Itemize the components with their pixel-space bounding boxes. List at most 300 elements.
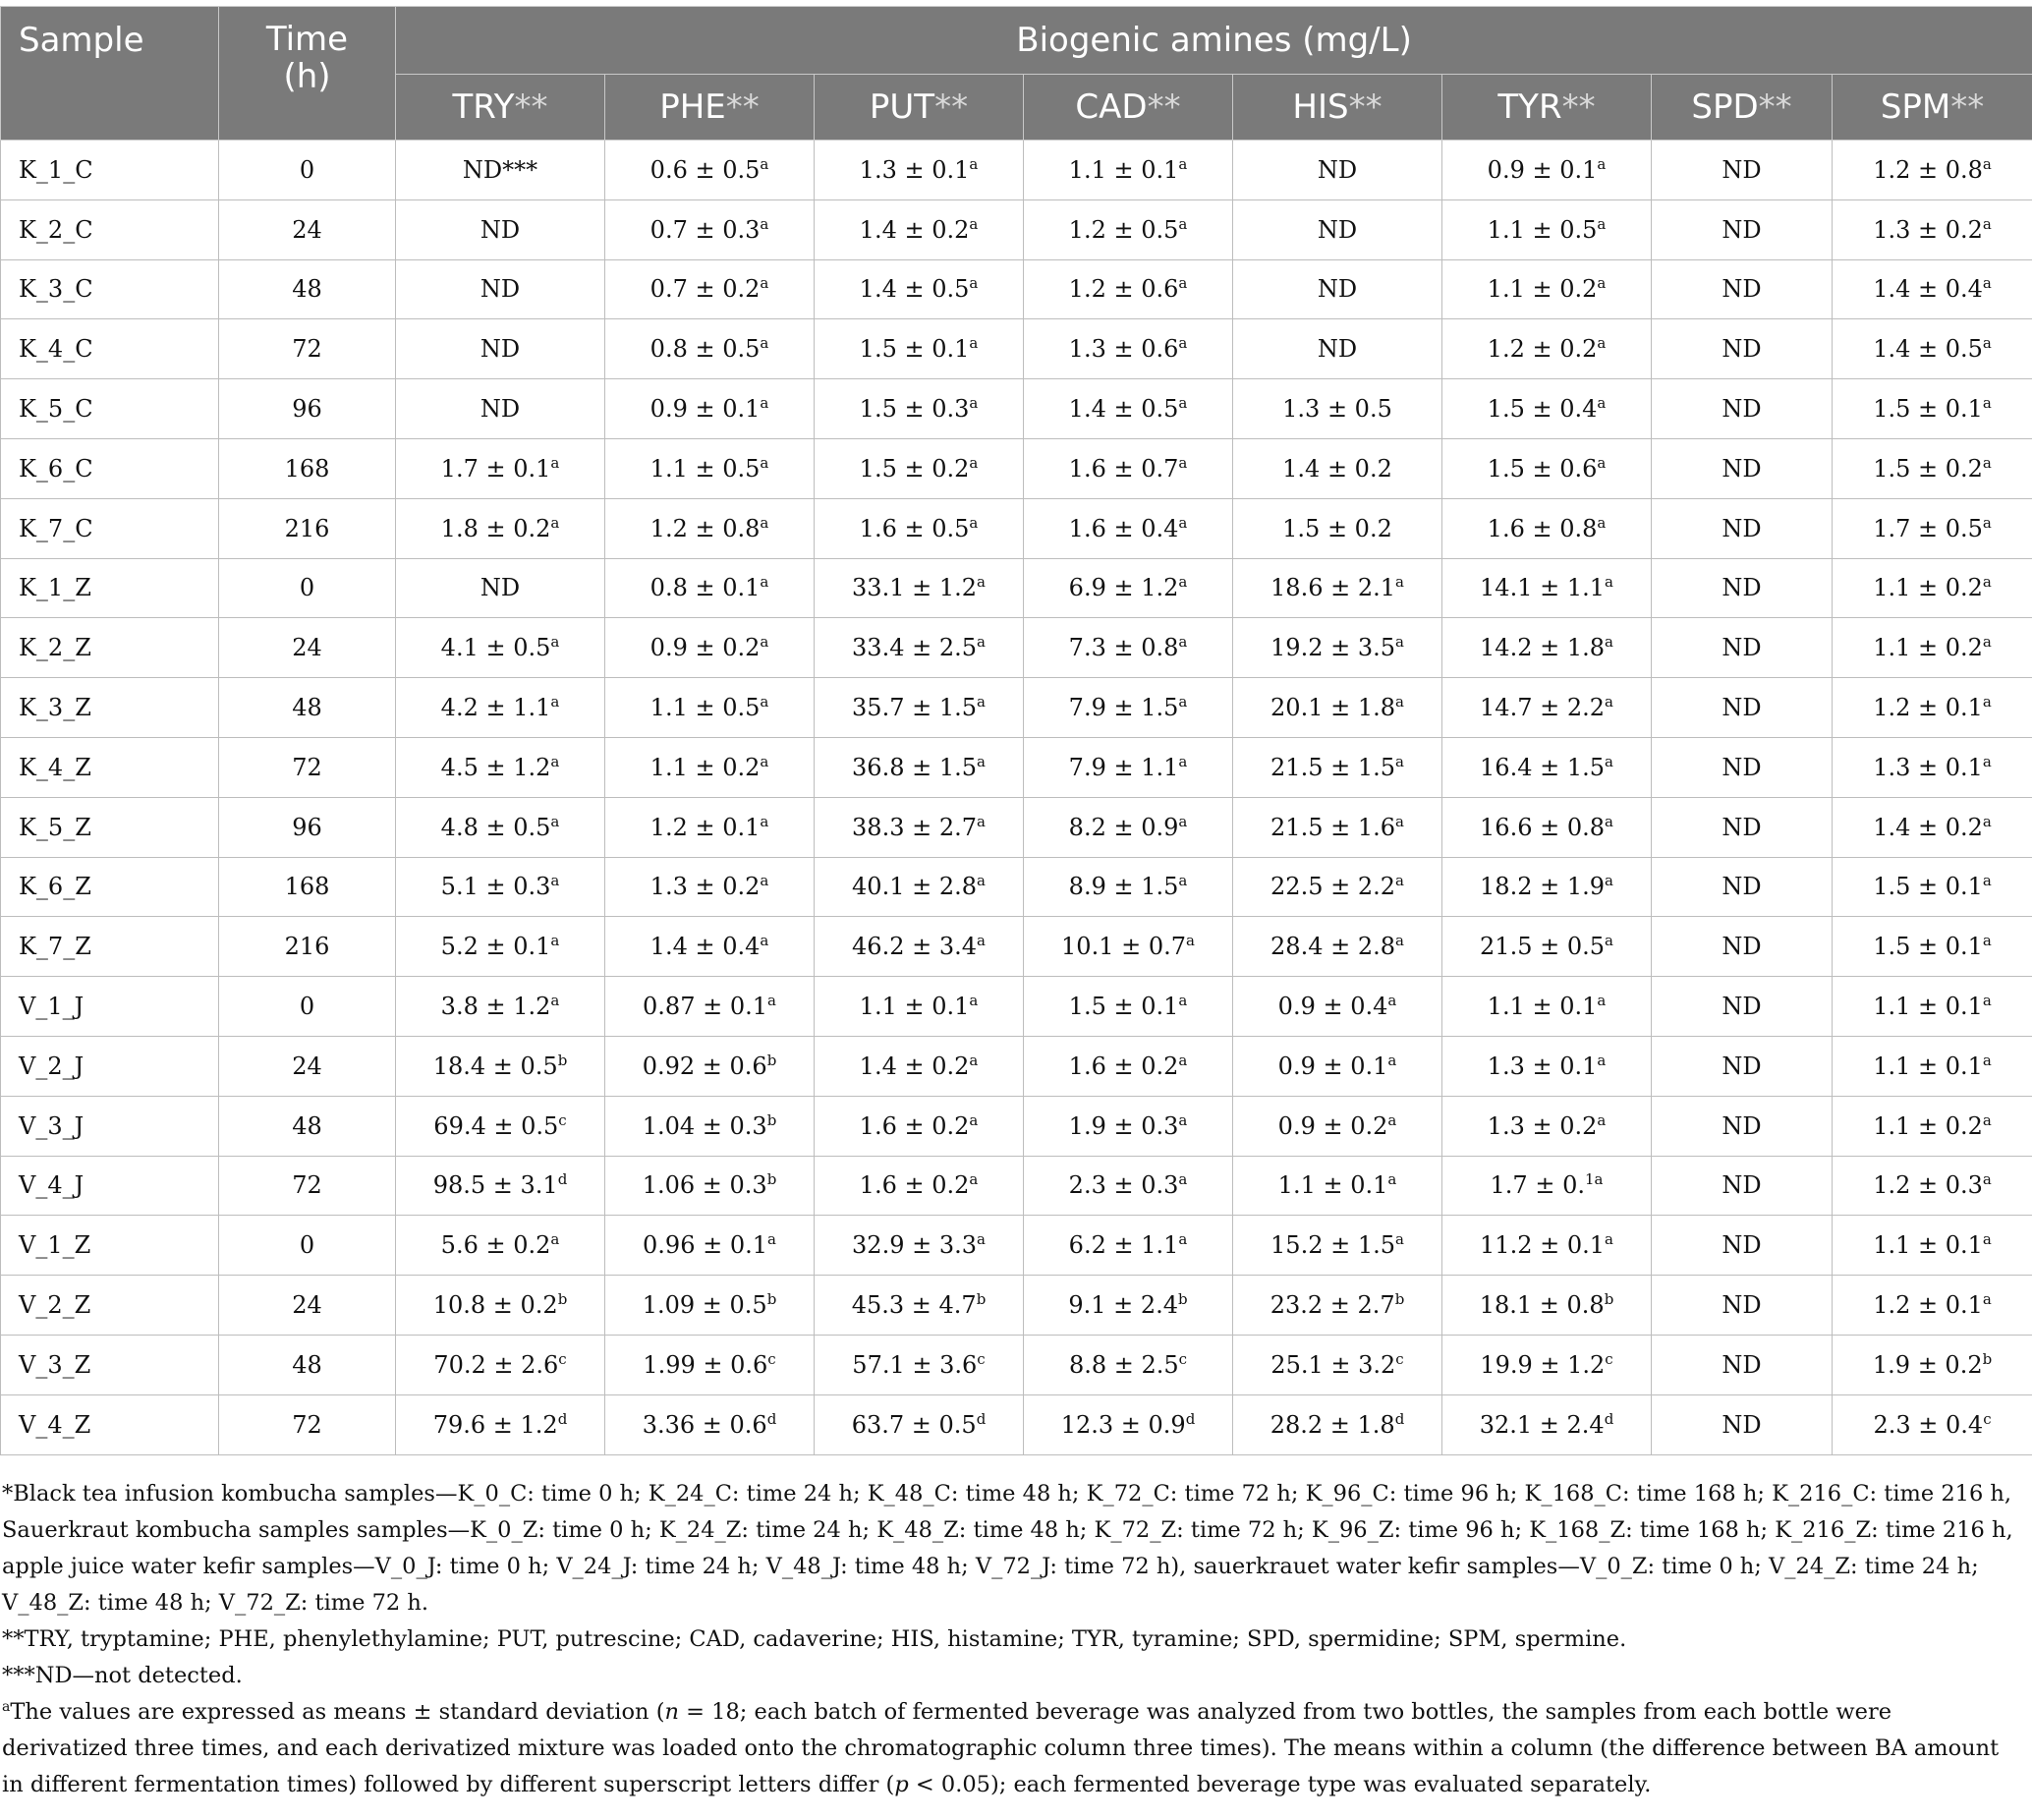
- time-cell: 168: [219, 857, 396, 917]
- sample-cell: K_2_C: [1, 199, 219, 259]
- value-text: 63.7 ± 0.5: [851, 1410, 977, 1439]
- significance-letter: a: [1982, 1170, 1992, 1189]
- value-cell: [815, 319, 1024, 379]
- table-row: [1, 857, 2032, 917]
- value-text: ND: [1722, 1171, 1762, 1200]
- value-cell: [1024, 1276, 1233, 1336]
- value-cell: [396, 1335, 605, 1394]
- value-cell: [815, 1394, 1024, 1454]
- sample-cell: V_3_J: [1, 1096, 219, 1156]
- sample-cell: V_1_J: [1, 977, 219, 1037]
- value-cell: [1233, 1156, 1442, 1216]
- value-cell: [1833, 498, 2032, 558]
- value-text: 79.6 ± 1.2: [432, 1410, 558, 1439]
- value-cell: [1833, 917, 2032, 977]
- value-cell: [396, 319, 605, 379]
- significance-letter: a: [1605, 812, 1613, 830]
- value-text: 28.4 ± 2.8: [1270, 933, 1396, 961]
- value-text: 1.8 ± 0.2: [440, 514, 551, 542]
- value-text: ND: [1722, 275, 1762, 304]
- significance-letter: c: [1605, 1349, 1613, 1368]
- value-text: 0.9 ± 0.1: [1487, 155, 1598, 184]
- value-cell: [1024, 438, 1233, 498]
- value-cell: [1833, 1276, 2032, 1336]
- significance-letter: a: [1982, 154, 1992, 173]
- significance-letter: a: [969, 513, 979, 532]
- value-cell: [1442, 1394, 1652, 1454]
- value-cell: [1833, 438, 2032, 498]
- time-cell: 48: [219, 1335, 396, 1394]
- value-cell: [1442, 1216, 1652, 1276]
- value-cell: [396, 917, 605, 977]
- significance-letter: a: [1178, 334, 1188, 353]
- significance-letter: a: [1597, 214, 1607, 233]
- value-cell: [1442, 199, 1652, 259]
- value-text: 1.5 ± 0.2: [1873, 454, 1983, 483]
- footnotes: [2, 1476, 2016, 1803]
- significance-letter: b: [1604, 1290, 1614, 1309]
- value-cell: [815, 259, 1024, 319]
- value-cell: [1442, 498, 1652, 558]
- value-text: 1.1 ± 0.1: [859, 993, 970, 1021]
- significance-letter: a: [760, 513, 769, 532]
- value-text: 1.3 ± 0.2: [1487, 1111, 1598, 1140]
- value-text: 0.7 ± 0.3: [649, 215, 761, 244]
- time-cell: 24: [219, 1036, 396, 1096]
- significance-letter: a: [1178, 394, 1188, 413]
- value-text: 1.6 ± 0.2: [859, 1171, 970, 1200]
- value-cell: [396, 438, 605, 498]
- value-text: ND: [1722, 1291, 1762, 1320]
- value-text: 1.5 ± 0.6: [1487, 454, 1598, 483]
- value-cell: [815, 977, 1024, 1037]
- value-cell: [605, 1156, 815, 1216]
- value-text: 1.2 ± 0.3: [1873, 1171, 1983, 1200]
- significance-letter: d: [1185, 1409, 1196, 1428]
- value-cell: [1024, 1394, 1233, 1454]
- time-cell: 0: [219, 977, 396, 1037]
- header-amine-6: [1652, 75, 1833, 141]
- significance-letter: a: [977, 752, 986, 770]
- value-text: 19.2 ± 3.5: [1270, 634, 1396, 662]
- header-amine-name: TRY: [452, 87, 515, 127]
- value-cell: [1833, 797, 2032, 857]
- significance-letter: a: [1982, 812, 1992, 830]
- significance-letter: a: [760, 812, 769, 830]
- value-cell: [1833, 379, 2032, 439]
- significance-letter: a: [1597, 513, 1607, 532]
- value-cell: [1233, 498, 1442, 558]
- sample-cell: K_1_Z: [1, 558, 219, 618]
- value-cell: [396, 1156, 605, 1216]
- value-text: 1.6 ± 0.2: [859, 1111, 970, 1140]
- significance-letter: a: [1982, 872, 1992, 890]
- footnote-nd: ***ND—not detected.: [2, 1663, 243, 1688]
- value-text: 15.2 ± 1.5: [1270, 1231, 1396, 1260]
- header-amine-3: [1024, 75, 1233, 141]
- value-cell: [605, 1276, 815, 1336]
- value-cell: [1024, 797, 1233, 857]
- significance-letter: a: [1178, 453, 1188, 472]
- significance-letter: a: [767, 992, 776, 1010]
- value-text: 14.7 ± 2.2: [1480, 694, 1606, 722]
- table-row: [1, 438, 2032, 498]
- header-amine-name: SPD: [1691, 87, 1759, 127]
- value-text: 21.5 ± 0.5: [1480, 933, 1606, 961]
- value-text: 4.5 ± 1.2: [440, 753, 551, 781]
- sample-cell: K_4_Z: [1, 737, 219, 797]
- table-row: [1, 259, 2032, 319]
- value-text: 11.2 ± 0.1: [1480, 1231, 1606, 1260]
- footnote-p-symbol: p: [894, 1772, 909, 1797]
- value-text: 6.9 ± 1.2: [1068, 574, 1179, 602]
- header-amine-mark: **: [1758, 87, 1792, 127]
- value-cell: [1652, 1156, 1833, 1216]
- value-text: 22.5 ± 2.2: [1270, 873, 1396, 901]
- value-text: ND***: [462, 155, 538, 184]
- biogenic-amines-table: [0, 6, 2032, 1455]
- value-text: ND: [480, 215, 521, 244]
- value-cell: [1652, 977, 1833, 1037]
- value-text: ND: [480, 335, 521, 364]
- header-amine-5: [1442, 75, 1652, 141]
- value-cell: [396, 737, 605, 797]
- significance-letter: a: [1387, 992, 1397, 1010]
- sample-cell: K_5_C: [1, 379, 219, 439]
- significance-letter: a: [1982, 992, 1992, 1010]
- value-cell: [605, 319, 815, 379]
- significance-letter: a: [760, 633, 769, 652]
- significance-letter: a: [550, 453, 560, 472]
- value-cell: [605, 259, 815, 319]
- value-text: 16.6 ± 0.8: [1480, 813, 1606, 841]
- value-text: 1.6 ± 0.4: [1068, 514, 1179, 542]
- value-text: 18.4 ± 0.5: [432, 1052, 558, 1080]
- value-cell: [1652, 259, 1833, 319]
- value-cell: [605, 678, 815, 738]
- value-cell: [1233, 618, 1442, 678]
- value-text: 1.4 ± 0.2: [859, 215, 970, 244]
- significance-letter: a: [969, 394, 979, 413]
- significance-letter: a: [760, 693, 769, 711]
- time-cell: 96: [219, 379, 396, 439]
- value-text: 7.9 ± 1.1: [1068, 753, 1179, 781]
- value-text: ND: [1722, 215, 1762, 244]
- value-text: 1.3 ± 0.1: [859, 155, 970, 184]
- sample-cell: K_6_Z: [1, 857, 219, 917]
- header-time-label: Time: [265, 20, 349, 59]
- value-cell: [1024, 618, 1233, 678]
- significance-letter: a: [1178, 154, 1188, 173]
- value-cell: [1442, 1036, 1652, 1096]
- value-text: 0.9 ± 0.1: [649, 395, 761, 424]
- value-text: ND: [1317, 275, 1358, 304]
- value-cell: [1233, 438, 1442, 498]
- header-amine-name: PHE: [659, 87, 726, 127]
- value-cell: [605, 199, 815, 259]
- value-text: 0.9 ± 0.1: [1277, 1052, 1388, 1080]
- value-cell: [396, 558, 605, 618]
- value-text: ND: [480, 275, 521, 304]
- significance-letter: a: [760, 453, 769, 472]
- value-cell: [396, 1036, 605, 1096]
- value-text: 1.1 ± 0.1: [1068, 155, 1179, 184]
- value-cell: [396, 259, 605, 319]
- significance-letter: d: [976, 1409, 987, 1428]
- value-cell: [815, 379, 1024, 439]
- significance-letter: a: [1597, 1110, 1607, 1129]
- significance-letter: a: [977, 1230, 986, 1249]
- significance-letter: a: [1178, 992, 1188, 1010]
- sample-cell: V_4_Z: [1, 1394, 219, 1454]
- value-text: 45.3 ± 4.7: [851, 1291, 977, 1320]
- value-cell: [1833, 1335, 2032, 1394]
- significance-letter: a: [760, 274, 769, 293]
- value-cell: [1024, 259, 1233, 319]
- value-text: ND: [1722, 1111, 1762, 1140]
- value-text: 46.2 ± 3.4: [852, 933, 978, 961]
- value-text: 1.3 ± 0.1: [1873, 753, 1983, 781]
- significance-letter: b: [766, 1051, 777, 1069]
- value-cell: [1652, 737, 1833, 797]
- value-text: ND: [1722, 1410, 1762, 1439]
- value-cell: [396, 1096, 605, 1156]
- value-text: 0.87 ± 0.1: [643, 993, 768, 1021]
- sample-cell: V_2_J: [1, 1036, 219, 1096]
- significance-letter: a: [1982, 752, 1992, 770]
- header-sample: Sample: [1, 7, 219, 141]
- footnote-stat-text-3: < 0.05); each fermented beverage type was evaluated separately.: [908, 1772, 1652, 1797]
- value-text: 10.1 ± 0.7: [1061, 933, 1187, 961]
- value-cell: [1233, 1276, 1442, 1336]
- value-cell: [1442, 1096, 1652, 1156]
- value-cell: [1652, 678, 1833, 738]
- value-cell: [1233, 199, 1442, 259]
- value-cell: [1233, 1036, 1442, 1096]
- value-text: ND: [480, 395, 521, 424]
- significance-letter: a: [969, 1051, 979, 1069]
- value-cell: [396, 678, 605, 738]
- value-cell: [1233, 737, 1442, 797]
- value-text: 35.7 ± 1.5: [852, 694, 978, 722]
- significance-letter: a: [1605, 932, 1613, 950]
- value-text: ND: [1722, 335, 1762, 364]
- value-cell: [1442, 977, 1652, 1037]
- value-cell: [815, 618, 1024, 678]
- value-text: 1.2 ± 0.5: [1068, 215, 1179, 244]
- value-cell: [1652, 141, 1833, 200]
- header-amine-name: SPM: [1880, 87, 1951, 127]
- significance-letter: b: [976, 1290, 987, 1309]
- value-text: 18.1 ± 0.8: [1479, 1291, 1605, 1320]
- value-text: ND: [1722, 634, 1762, 662]
- header-amine-7: [1833, 75, 2032, 141]
- value-text: 40.1 ± 2.8: [852, 873, 978, 901]
- significance-letter: a: [550, 513, 560, 532]
- value-text: 21.5 ± 1.6: [1270, 813, 1396, 841]
- header-amine-mark: **: [1950, 87, 1985, 127]
- significance-letter: a: [1597, 1051, 1607, 1069]
- significance-letter: a: [760, 214, 769, 233]
- value-cell: [605, 1096, 815, 1156]
- value-text: 1.7 ± 0.1: [440, 454, 551, 483]
- value-text: 12.3 ± 0.9: [1060, 1410, 1186, 1439]
- value-cell: [605, 379, 815, 439]
- value-text: 18.6 ± 2.1: [1270, 574, 1396, 602]
- value-text: 1.1 ± 0.2: [649, 753, 761, 781]
- sample-cell: V_2_Z: [1, 1276, 219, 1336]
- significance-letter: a: [1395, 812, 1404, 830]
- value-text: 1.04 ± 0.3: [642, 1111, 767, 1140]
- value-text: 23.2 ± 2.7: [1270, 1291, 1395, 1320]
- significance-letter: c: [558, 1349, 567, 1368]
- value-cell: [1652, 319, 1833, 379]
- value-text: 57.1 ± 3.6: [852, 1350, 978, 1379]
- value-text: 33.1 ± 1.2: [852, 574, 978, 602]
- significance-letter: a: [760, 334, 769, 353]
- value-text: 1.3 ± 0.6: [1068, 335, 1179, 364]
- value-text: 1.99 ± 0.6: [643, 1350, 768, 1379]
- value-cell: [1442, 737, 1652, 797]
- value-text: ND: [1722, 454, 1762, 483]
- significance-letter: a: [1605, 872, 1613, 890]
- value-text: 1.7 ± 0.: [1490, 1171, 1585, 1200]
- value-text: 18.2 ± 1.9: [1480, 873, 1606, 901]
- significance-letter: b: [1982, 1349, 1993, 1368]
- value-cell: [1024, 199, 1233, 259]
- significance-letter: c: [1983, 1409, 1992, 1428]
- significance-letter: a: [1597, 394, 1607, 413]
- table-row: [1, 498, 2032, 558]
- value-text: 0.8 ± 0.1: [649, 574, 761, 602]
- value-cell: [1652, 1394, 1833, 1454]
- significance-letter: a: [1982, 513, 1992, 532]
- value-cell: [1442, 141, 1652, 200]
- value-text: 0.6 ± 0.5: [649, 155, 761, 184]
- value-text: ND: [1722, 813, 1762, 841]
- value-cell: [1024, 498, 1233, 558]
- value-text: 1.4 ± 0.2: [1282, 454, 1392, 483]
- value-text: 1.1 ± 0.1: [1487, 993, 1598, 1021]
- value-cell: [1024, 737, 1233, 797]
- value-text: 1.5 ± 0.1: [1873, 873, 1983, 901]
- significance-letter: b: [557, 1290, 568, 1309]
- significance-letter: a: [1605, 573, 1613, 592]
- value-text: 5.1 ± 0.3: [440, 873, 551, 901]
- significance-letter: a: [1982, 274, 1992, 293]
- footnote-statistics: [2, 1694, 2016, 1803]
- value-cell: [1833, 977, 2032, 1037]
- value-cell: [1652, 558, 1833, 618]
- significance-letter: a: [1395, 872, 1404, 890]
- value-text: 0.9 ± 0.4: [1277, 993, 1388, 1021]
- significance-letter: a: [1982, 633, 1992, 652]
- time-cell: 0: [219, 1216, 396, 1276]
- value-text: 5.2 ± 0.1: [440, 933, 551, 961]
- significance-letter: a: [1387, 1110, 1397, 1129]
- significance-letter: a: [1178, 812, 1188, 830]
- value-text: ND: [1722, 574, 1762, 602]
- value-text: 0.96 ± 0.1: [643, 1231, 768, 1260]
- value-text: ND: [1722, 1052, 1762, 1080]
- value-cell: [1442, 438, 1652, 498]
- significance-letter: b: [766, 1290, 777, 1309]
- value-text: 2.3 ± 0.3: [1068, 1171, 1179, 1200]
- value-cell: [1233, 259, 1442, 319]
- significance-letter: a: [550, 633, 560, 652]
- value-cell: [1442, 379, 1652, 439]
- value-text: 1.1 ± 0.2: [1873, 574, 1983, 602]
- time-cell: 48: [219, 259, 396, 319]
- value-cell: [1833, 857, 2032, 917]
- value-text: 1.1 ± 0.1: [1873, 993, 1983, 1021]
- significance-letter: a: [969, 992, 979, 1010]
- value-text: 3.36 ± 0.6: [642, 1410, 767, 1439]
- significance-letter: a: [969, 334, 979, 353]
- significance-letter: a: [1982, 1051, 1992, 1069]
- significance-letter: a: [1605, 1230, 1613, 1249]
- significance-letter: b: [766, 1110, 777, 1129]
- value-text: 1.06 ± 0.3: [642, 1171, 767, 1200]
- value-cell: [1833, 1394, 2032, 1454]
- header-time: [219, 7, 396, 141]
- value-cell: [1442, 1156, 1652, 1216]
- value-text: 1.5 ± 0.4: [1487, 395, 1598, 424]
- value-cell: [1652, 1335, 1833, 1394]
- value-text: 1.4 ± 0.2: [1873, 813, 1983, 841]
- significance-letter: a: [1597, 453, 1607, 472]
- value-cell: [1233, 1394, 1442, 1454]
- value-cell: [396, 1394, 605, 1454]
- significance-letter: a: [1178, 1230, 1188, 1249]
- significance-letter: a: [1605, 633, 1613, 652]
- value-text: 1.2 ± 0.8: [649, 514, 761, 542]
- table-row: [1, 1156, 2032, 1216]
- value-cell: [1833, 199, 2032, 259]
- significance-letter: a: [760, 872, 769, 890]
- footnote-n-symbol: n: [664, 1699, 679, 1725]
- significance-letter: a: [977, 812, 986, 830]
- value-text: 6.2 ± 1.1: [1068, 1231, 1179, 1260]
- table-row: [1, 678, 2032, 738]
- header-amine-2: [815, 75, 1024, 141]
- value-text: 1.5 ± 0.1: [1873, 395, 1983, 424]
- value-text: 1.4 ± 0.5: [1068, 395, 1179, 424]
- value-cell: [815, 1276, 1024, 1336]
- value-cell: [605, 558, 815, 618]
- value-cell: [815, 797, 1024, 857]
- significance-letter: b: [1394, 1290, 1405, 1309]
- value-cell: [815, 141, 1024, 200]
- significance-letter: a: [1178, 1051, 1188, 1069]
- significance-letter: a: [969, 154, 979, 173]
- time-cell: 48: [219, 678, 396, 738]
- value-text: 1.4 ± 0.2: [859, 1052, 970, 1080]
- significance-letter: a: [760, 932, 769, 950]
- value-cell: [396, 857, 605, 917]
- significance-letter: a: [969, 1170, 979, 1189]
- time-cell: 48: [219, 1096, 396, 1156]
- value-cell: [1833, 259, 2032, 319]
- significance-letter: a: [760, 154, 769, 173]
- significance-letter: a: [1605, 693, 1613, 711]
- value-cell: [605, 498, 815, 558]
- value-text: 21.5 ± 1.5: [1270, 753, 1396, 781]
- value-cell: [1833, 558, 2032, 618]
- time-cell: 216: [219, 917, 396, 977]
- significance-letter: a: [977, 693, 986, 711]
- significance-letter: a: [1597, 274, 1607, 293]
